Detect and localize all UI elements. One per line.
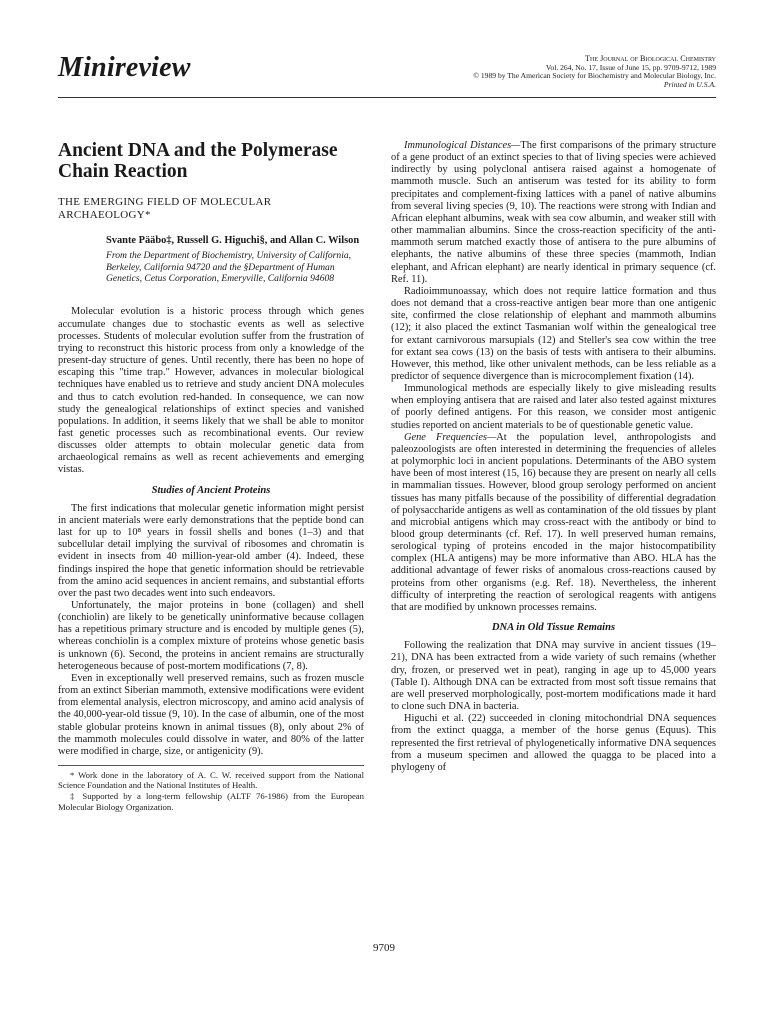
page-number: 9709	[373, 942, 395, 954]
paragraph-text: At the population level, anthropologists and paleozoologists are often interested in determining the frequencies of alleles at polymorphic loci in ancient populations. Determinants of the ABO system have been of most interest (15, 16) because they are present on nearly all cells in mammalian tissues. However, blood group serology performed on ancient tissues has many pitfalls because of the possibility of differential degradation of polysaccharide antigens as well as contamination of the old tissues by plant and microbial antigens which may cross-react with the antibody or bind to blood group determinants (cf. Ref. 17). In well preserved human remains, serological typing of proteins encoded in the major histocompatibility complex (HLA antigens) may be more informative than ABO. HLA has the additional advantage of fewer risks of anomalous cross-reactions caused by proteins from other organisms (e.g. Ref. 18). Nevertheless, the inherent difficulty of interpreting the reaction of serological reagents with antigens that are modified by unknown processes remains.	[391, 431, 716, 613]
footnote-fellowship: ‡ Supported by a long-term fellowship (ALTF 76-1986) from the European Molecular Biology Organization.	[58, 791, 364, 812]
body-paragraph: Even in exceptionally well preserved remains, such as frozen muscle from an extinct Siberian mammoth, extensive modifications were evident from elemental analysis, electron microscopy, and amino acid analysis of the 40,000-year-old tissue (9, 10). In the case of albumin, one of the most stable globular proteins known in animal tissues (8), only about 2% of the mammoth molecules could dissolve in water, and 80% of the latter were modified in charge, size, or antigenicity (9).	[58, 672, 364, 757]
journal-name: The Journal of Biological Chemistry	[585, 54, 716, 63]
journal-meta	[396, 55, 716, 89]
right-column	[391, 140, 716, 774]
left-column	[58, 140, 364, 813]
body-paragraph: Following the realization that DNA may survive in ancient tissues (19–21), DNA has been extracted from a wide variety of such remains (whether dry, frozen, or preserved wet in peat), ranging in age up to 45,000 years (Table I). Although DNA can be extracted from most soft tissue remains that are well preserved morphologically, post-mortem modifications made it hard to clone such DNA in bacteria.	[391, 640, 716, 713]
copyright-line: © 1989 by The American Society for Biochemistry and Molecular Biology, Inc.	[473, 71, 716, 81]
run-in-heading-gene-frequencies: Gene Frequencies—	[404, 431, 497, 443]
section-heading-ancient-proteins: Studies of Ancient Proteins	[151, 484, 271, 496]
footnotes	[58, 765, 364, 812]
body-paragraph: Higuchi et al. (22) succeeded in cloning mitochondrial DNA sequences from the extinct quagga, a member of the horse genus (Equus). This represented the first retrieval of phylogenetically informative DNA sequences from a museum specimen and allowed the quagga to be placed into a phylogeny of	[391, 713, 716, 773]
article-affiliation: From the Department of Biochemistry, University of California, Berkeley, California 94720 and the §Department of Human Genetics, Cetus Corporation, Emeryville, California 94608	[106, 250, 352, 285]
printed-line: Printed in U.S.A.	[663, 79, 716, 89]
body-paragraph	[391, 432, 716, 614]
minireview-label: Minireview	[58, 52, 191, 83]
body-paragraph	[391, 140, 716, 286]
body-paragraph: Radioimmunoassay, which does not require lattice formation and thus does not demand that a cross-reactive antigen bear more than one antigenic site, confirmed the close relationship of elephant and mammoth albumins (12); it also placed the extinct Tasmanian wolf within the genealogical tree for extant carnivorous marsupials (12) and Steller's sea cow within the tree for extant sea cows (13) on the basis of tests with antisera to their albumins. However, this method, like other univalent methods, can be less reliable as a predictor of sequence divergence than is microcomplement fixation (14).	[391, 285, 716, 382]
article-title: Ancient DNA and the Polymerase Chain Reaction	[58, 140, 338, 182]
paragraph-text: The first comparisons of the primary structure of a gene product of an extinct species to that of living species were achieved indirectly by using polyclonal antisera raised against a homogenate of mammoth muscle. Such an antiserum was tested for its ability to form precipitates and complement-fixing lattices with a panel of native albumins from several living species (9, 10). The reactions were strong with Indian and African elephant albumins, weak with sea cow albumin, and weaker still with other mammalian albumins. Since the cross-reaction specificity of the anti-mammoth serum matched exactly those of antisera to the pure albumins of elephants, the native albumins of these three species (mammoth, Indian elephant, and African elephant) are nearly identical in primary sequence (cf. Ref. 11).	[391, 140, 717, 285]
body-paragraph: Immunological methods are especially likely to give misleading results when employing antisera that are raised and later also tested against mixtures of poorly defined antigens. For this reason, we consider most antigenic studies reported on ancient materials to be of questionable genetic value.	[391, 383, 716, 431]
section-heading-dna-old-tissue: DNA in Old Tissue Remains	[491, 622, 616, 634]
article-authors: Svante Pääbo‡, Russell G. Higuchi§, and Allan C. Wilson	[106, 235, 360, 246]
article-subtitle: THE EMERGING FIELD OF MOLECULAR ARCHAEOLOGY*	[58, 196, 272, 221]
intro-paragraph: Molecular evolution is a historic process through which genes accumulate changes due to stochastic events as well as selective processes. Students of molecular evolution suffer from the frustration of trying to reconstruct this historic process from only a knowledge of the present-day structure of genes. Until recently, there has been no hope of escaping this "time trap." However, advances in molecular biological techniques have enabled us to retrieve and study ancient DNA molecules and thus to catch evolution red-handed. In consequence, we can now study the genealogical relationships of extinct species and vanished populations. In addition, it seems likely that we shall be able to monitor fast genetic processes such as recombinational events. Our review discusses older attempts to obtain molecular genetic data from archaeological remains as well as recent achievements and emerging vistas.	[58, 306, 364, 476]
body-paragraph: The first indications that molecular genetic information might persist in ancient materials were early demonstrations that the peptide bond can last for up to 10⁸ years in fossil shells and bones (1–3) and that subcellular detail implying the survival of ribosomes and chromatin is evident in insects from 40 million-year-old amber (4). Indeed, these findings inspired the hope that genetic information should be retrievable from the amino acid sequences in ancient remains, and substantial efforts over the past two decades went into such endeavors.	[58, 502, 364, 599]
header-rule	[58, 97, 716, 98]
body-paragraph: Unfortunately, the major proteins in bone (collagen) and shell (conchiolin) are likely to be genetically uninformative because collagen has a repetitious primary structure and is encoded by multiple genes (5), whereas conchiolin is a complex mixture of proteins whose genetic basis is unknown (6). Second, the proteins in ancient remains are structurally heterogeneous because of post-mortem modifications (7, 8).	[58, 600, 364, 672]
volume-line: Vol. 264, No. 17, Issue of June 15, pp. 9709-9712, 1989	[545, 62, 716, 72]
run-in-heading-immunological-distances: Immunological Distances—	[404, 140, 521, 151]
footnote-funding: * Work done in the laboratory of A. C. W. received support from the National Science Foundation and the National Institutes of Health.	[58, 770, 364, 791]
